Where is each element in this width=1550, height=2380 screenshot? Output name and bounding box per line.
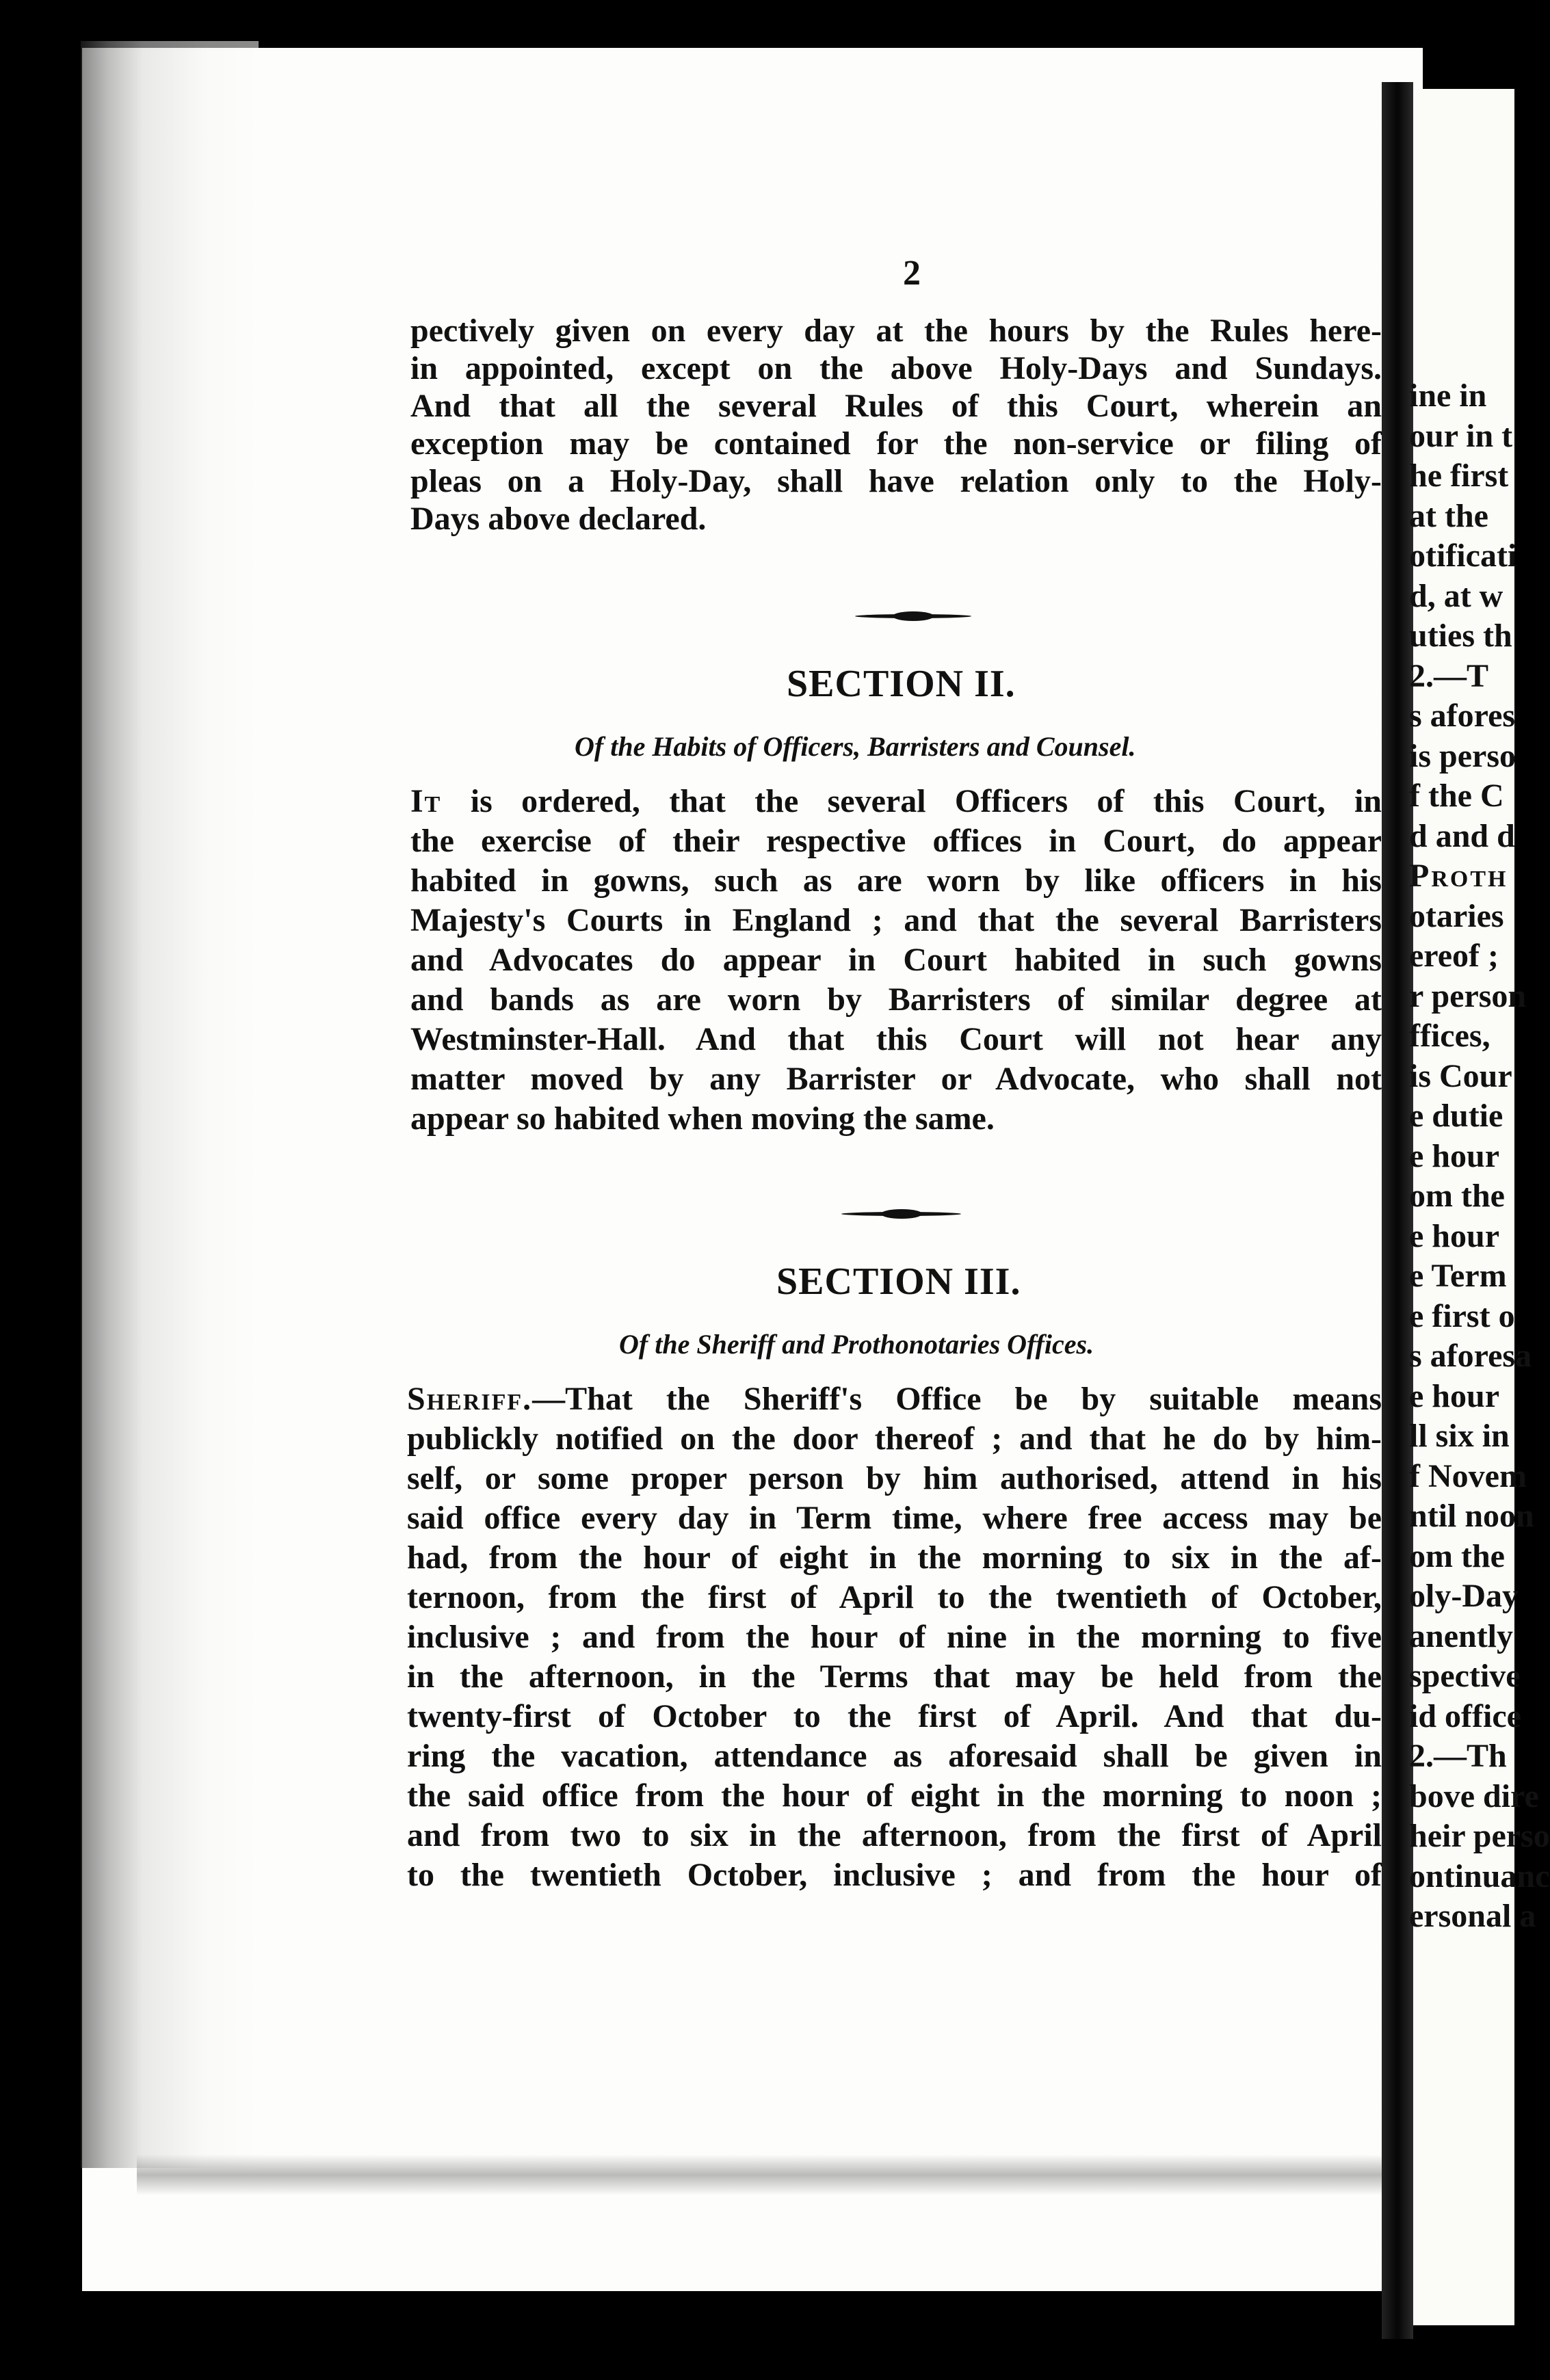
facing-page-fragment: e hour xyxy=(1409,1217,1499,1254)
facing-page-fragment: e hour xyxy=(1409,1137,1499,1174)
section-2-lead: It xyxy=(410,783,442,819)
facing-page-fragment: om the xyxy=(1409,1178,1505,1214)
text-line: pleas on a Holy-Day, shall have relation only to the Holy- xyxy=(410,463,1382,499)
facing-page-fragment: e hour xyxy=(1409,1377,1499,1414)
page-bottom-edge-shadow xyxy=(137,2154,1382,2195)
text-line: exception may be contained for the non-service or filing of xyxy=(410,425,1382,462)
text-line: and Advocates do appear in Court habited in such gowns xyxy=(410,942,1382,978)
page-left-edge-shadow xyxy=(81,41,259,2168)
facing-page-fragment: e first o xyxy=(1409,1297,1515,1334)
facing-page-fragment: spective xyxy=(1409,1658,1521,1694)
section-3-subheading: Of the Sheriff and Prothonotaries Offices. xyxy=(619,1329,1094,1360)
facing-page-fragment: ontinuanc xyxy=(1409,1857,1550,1894)
text-line: Sheriff.—That the Sheriff's Office be by suitable means xyxy=(407,1381,1382,1417)
facing-page-fragment: is perso xyxy=(1409,737,1516,774)
facing-page-fragment: otificati xyxy=(1409,538,1517,574)
facing-page-fragment: r person xyxy=(1409,977,1527,1014)
facing-page-fragment: bove dire xyxy=(1409,1777,1539,1814)
facing-page-fragment: d and d xyxy=(1409,817,1515,854)
text-line: habited in gowns, such as are worn by like officers in his xyxy=(410,862,1382,899)
facing-page-fragment: Proth xyxy=(1409,858,1508,894)
facing-page-fragment: oly-Day xyxy=(1409,1578,1519,1614)
text-line: It is ordered, that the several Officers of this Court, in xyxy=(410,783,1382,819)
facing-page-fragment: ntil noon xyxy=(1409,1498,1534,1534)
facing-page-fragment: our in t xyxy=(1409,417,1513,454)
text-line: the said office from the hour of eight in the morning to noon ; xyxy=(407,1777,1382,1814)
facing-page-fragment: ffices, xyxy=(1409,1018,1490,1054)
section-2-heading: SECTION II. xyxy=(787,663,1016,705)
text-line: Westminster-Hall. And that this Court will not hear any xyxy=(410,1021,1382,1057)
text-line: inclusive ; and from the hour of nine in the morning to five xyxy=(407,1619,1382,1655)
section-3-lead: Sheriff. xyxy=(407,1381,533,1417)
text-line: in the afternoon, in the Terms that may be held from the xyxy=(407,1658,1382,1695)
facing-page-fragment: ersonal a xyxy=(1409,1898,1536,1934)
text-line: self, or some proper person by him authorised, attend in his xyxy=(407,1460,1382,1496)
facing-page-fragment: f Novem xyxy=(1409,1457,1527,1494)
text-line: pectively given on every day at the hours by the Rules here- xyxy=(410,313,1382,349)
page-number: 2 xyxy=(903,254,921,293)
facing-page-fragment: is Cour xyxy=(1409,1057,1512,1094)
facing-page-fragment: he first xyxy=(1409,458,1509,494)
text-line: And that all the several Rules of this Court, wherein an xyxy=(410,388,1382,424)
facing-page-fragment: 2.—T xyxy=(1409,657,1489,694)
section-divider xyxy=(841,1212,961,1216)
text-line: Majesty's Courts in England ; and that the several Barristers xyxy=(410,902,1382,938)
facing-page-fragment: d, at w xyxy=(1409,577,1503,614)
facing-page-fragment: at the xyxy=(1409,497,1488,534)
facing-page-fragment: ine in xyxy=(1409,378,1487,414)
text-line: matter moved by any Barrister or Advocate, who shall not xyxy=(410,1061,1382,1097)
section-3-heading: SECTION III. xyxy=(776,1260,1021,1303)
facing-page-fragment: s aforesa xyxy=(1409,1338,1532,1374)
section-divider xyxy=(855,614,971,618)
text-line: Days above declared. xyxy=(410,501,707,537)
section-2-subheading: Of the Habits of Officers, Barristers and Counsel. xyxy=(575,731,1136,762)
facing-page-fragment: f the C xyxy=(1409,778,1504,814)
facing-page-fragment: 2.—Th xyxy=(1409,1738,1507,1774)
text-line: said office every day in Term time, where free access may be xyxy=(407,1500,1382,1536)
text-line: appear so habited when moving the same. xyxy=(410,1100,995,1137)
facing-page-fragment: e dutie xyxy=(1409,1098,1503,1134)
facing-page-fragment: om the xyxy=(1409,1537,1505,1574)
text-line: publickly notified on the door thereof ; and that he do by him- xyxy=(407,1420,1382,1457)
text-line: ternoon, from the first of April to the twentieth of October, xyxy=(407,1579,1382,1615)
facing-page-fragment: uties th xyxy=(1409,618,1512,654)
text-line: had, from the hour of eight in the morning to six in the af- xyxy=(407,1539,1382,1576)
facing-page-fragment: otaries xyxy=(1409,897,1504,934)
facing-page-fragment: anently xyxy=(1409,1617,1514,1654)
text-line: and from two to six in the afternoon, from the first of April xyxy=(407,1817,1382,1853)
facing-page xyxy=(1409,89,1550,2325)
text-line: twenty-first of October to the first of April. And that du- xyxy=(407,1698,1382,1734)
text-line: the exercise of their respective offices in Court, do appear xyxy=(410,823,1382,859)
facing-page-fragment: ll six in xyxy=(1409,1418,1510,1454)
facing-page-fragment: e Term xyxy=(1409,1258,1507,1294)
text-line: and bands as are worn by Barristers of similar degree at xyxy=(410,981,1382,1018)
text-line: ring the vacation, attendance as aforesaid shall be given in xyxy=(407,1738,1382,1774)
text-line: in appointed, except on the above Holy-Days and Sundays. xyxy=(410,350,1382,386)
text-line: to the twentieth October, inclusive ; and from the hour of xyxy=(407,1857,1382,1893)
facing-page-fragment: s afores xyxy=(1409,698,1516,734)
facing-page-fragment: ereof ; xyxy=(1409,938,1499,974)
facing-page-fragment: heir perso xyxy=(1409,1818,1550,1854)
facing-page-fragment: id office xyxy=(1409,1697,1521,1734)
